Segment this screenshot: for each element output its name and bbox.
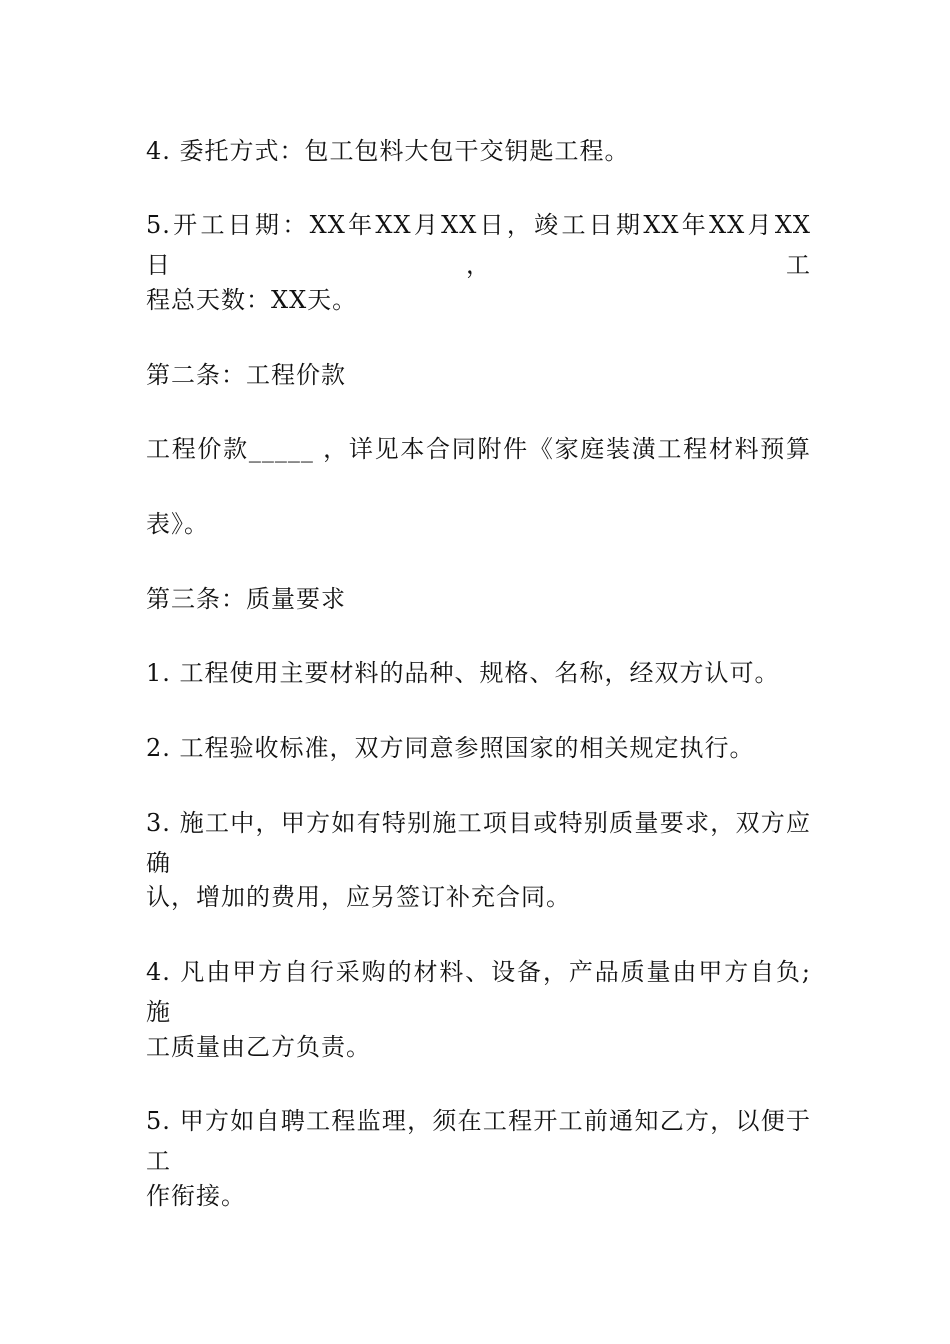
- clause-3-5-supervision-line-2: 作衔接。: [146, 1182, 246, 1210]
- clause-1-5-dates-line-1: 5.开工日期：XX年XX月XX日，竣工日期XX年XX月XX日，工: [146, 211, 811, 279]
- clause-3-3-special-line-2: 认，增加的费用，应另签订补充合同。: [146, 883, 571, 911]
- clause-1-4-commission-method: 4. 委托方式：包工包料大包干交钥匙工程。: [146, 137, 630, 165]
- clause-3-4-purchased-line-2: 工质量由乙方负责。: [146, 1033, 371, 1061]
- clause-3-2-acceptance: 2. 工程验收标准，双方同意参照国家的相关规定执行。: [146, 734, 755, 762]
- article-2-price-line-2: 表》。: [146, 510, 209, 538]
- clause-3-3-special-line-1: 3. 施工中，甲方如有特别施工项目或特别质量要求，双方应确: [146, 809, 811, 877]
- clause-3-1-materials: 1. 工程使用主要材料的品种、规格、名称，经双方认可。: [146, 659, 780, 687]
- article-2-price-line-1: 工程价款_____ ，详见本合同附件《家庭装潢工程材料预算: [146, 435, 811, 463]
- clause-3-5-supervision-line-1: 5. 甲方如自聘工程监理，须在工程开工前通知乙方，以便于工: [146, 1107, 811, 1175]
- article-3-heading: 第三条：质量要求: [146, 585, 346, 613]
- clause-3-4-purchased-line-1: 4. 凡由甲方自行采购的材料、设备，产品质量由甲方自负;施: [146, 958, 811, 1026]
- clause-1-5-dates-line-2: 程总天数：XX天。: [146, 286, 358, 314]
- article-2-heading: 第二条：工程价款: [146, 361, 346, 389]
